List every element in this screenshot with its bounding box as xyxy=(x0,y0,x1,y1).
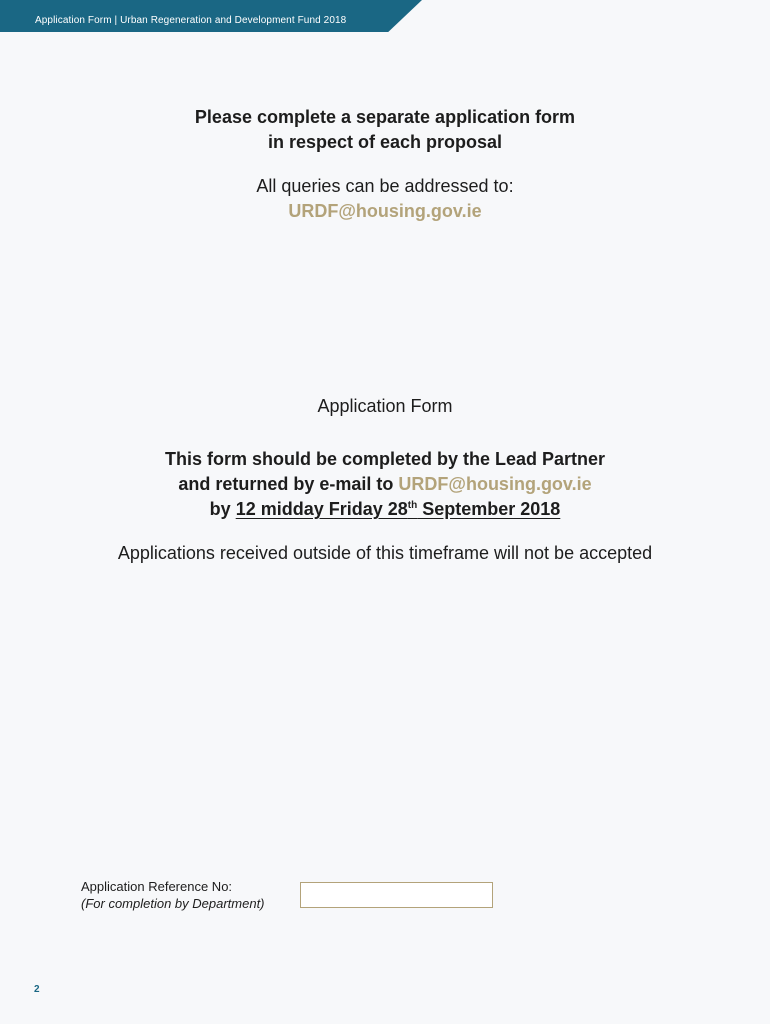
notice-section xyxy=(0,541,770,566)
intro-section xyxy=(0,105,770,155)
instruction-line-2-prefix: and returned by e-mail to xyxy=(178,474,399,494)
deadline-line xyxy=(0,497,770,522)
deadline-prefix: by xyxy=(209,499,236,519)
deadline-date: 12 midday Friday 28th September 2018 xyxy=(235,499,561,519)
intro-line-2: in respect of each proposal xyxy=(267,132,503,152)
page-number: 2 xyxy=(34,984,40,995)
instruction-line-2 xyxy=(0,472,770,497)
intro-line-1: Please complete a separate application form xyxy=(194,107,576,127)
reference-note: (For completion by Department) xyxy=(81,896,265,911)
reference-label: Application Reference No: xyxy=(81,879,233,894)
instruction-email-link[interactable]: URDF@housing.gov.ie xyxy=(398,474,592,494)
reference-number-input[interactable] xyxy=(300,882,493,908)
form-title-section xyxy=(0,394,770,419)
instructions-section xyxy=(0,447,770,522)
header-title: Application Form | Urban Regeneration and Development Fund 2018 xyxy=(35,15,347,26)
timeframe-notice: Applications received outside of this timeframe will not be accepted xyxy=(117,543,653,563)
queries-email-link[interactable]: URDF@housing.gov.ie xyxy=(288,201,482,221)
deadline-ordinal: th xyxy=(407,500,418,511)
instruction-line-1: This form should be completed by the Lead Partner xyxy=(164,449,606,469)
queries-section xyxy=(0,174,770,224)
queries-label: All queries can be addressed to: xyxy=(256,176,514,196)
form-title: Application Form xyxy=(317,396,453,416)
